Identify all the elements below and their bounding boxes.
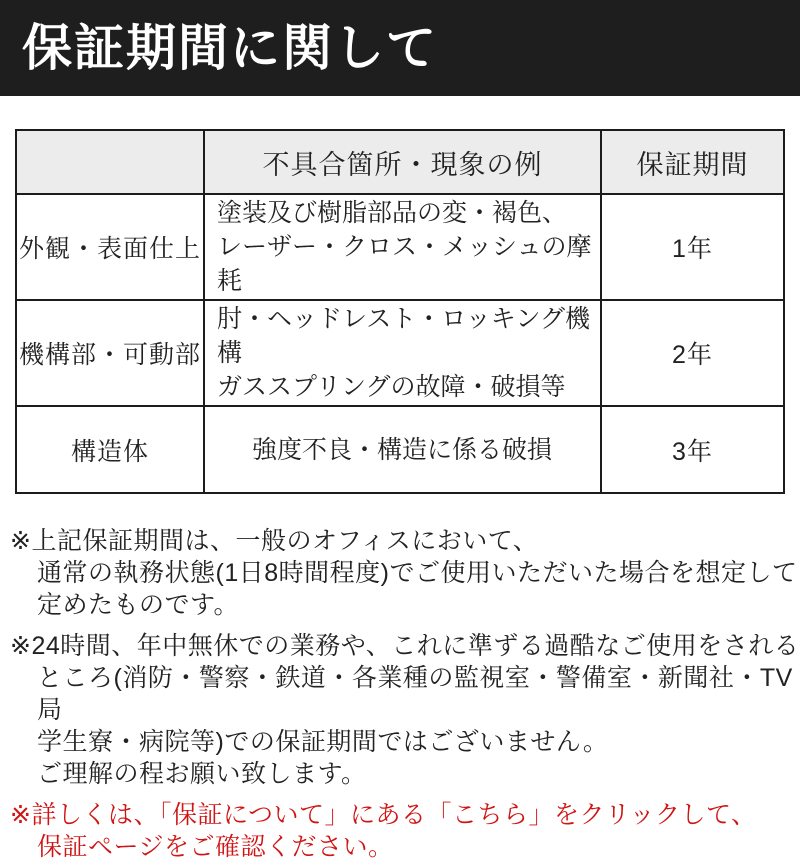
header-cell-examples: 不具合箇所・現象の例 bbox=[204, 130, 601, 194]
example-line: 肘・ヘッドレスト・ロッキング機構 bbox=[217, 305, 591, 367]
note-heavy-use-exclusion bbox=[10, 630, 800, 790]
category-cell: 機構部・可動部 bbox=[16, 300, 204, 406]
table-row bbox=[16, 300, 784, 406]
example-line: ガススプリングの故障・破損等 bbox=[217, 373, 566, 401]
note-marker: ※ bbox=[10, 632, 32, 660]
example-line: レーザー・クロス・メッシュの摩耗 bbox=[217, 233, 592, 295]
note-line: 通常の執務状態(1日8時間程度)でご使用いただいた場合を想定して bbox=[37, 559, 798, 587]
period-cell: 1年 bbox=[601, 194, 784, 300]
category-cell: 外観・表面仕上 bbox=[16, 194, 204, 300]
examples-cell bbox=[204, 194, 601, 300]
note-text: 24時間、年中無休での業務や、これに準ずる過酷なご使用をされる bbox=[31, 632, 800, 660]
page-title: 保証期間に関して bbox=[22, 20, 438, 76]
page-header bbox=[0, 0, 800, 96]
notes-section bbox=[10, 525, 800, 863]
note-text: 詳しくは、「保証について」にある「こちら」をクリックして、 bbox=[31, 801, 757, 829]
table-row bbox=[16, 406, 784, 493]
note-line bbox=[10, 630, 800, 662]
note-text: 上記保証期間は、一般のオフィスにおいて、 bbox=[31, 527, 539, 555]
header-cell-period: 保証期間 bbox=[601, 130, 784, 194]
example-line: 強度不良・構造に係る破損 bbox=[251, 435, 552, 464]
note-line bbox=[10, 525, 800, 557]
period-cell: 2年 bbox=[601, 300, 784, 406]
examples-cell bbox=[204, 300, 601, 406]
category-cell: 構造体 bbox=[16, 406, 204, 493]
examples-cell bbox=[204, 406, 601, 493]
note-line: 保証ページをご確認ください。 bbox=[37, 833, 394, 861]
note-line: ご理解の程お願い致します。 bbox=[37, 760, 367, 788]
note-line: 学生寮・病院等)での保証期間ではございません。 bbox=[37, 728, 609, 756]
header-cell-blank bbox=[16, 130, 204, 194]
example-line: 塗装及び樹脂部品の変・褐色、 bbox=[217, 199, 568, 227]
table-header-row bbox=[16, 130, 784, 194]
note-line: ところ(消防・警察・鉄道・各業種の監視室・警備室・新聞社・TV局 bbox=[37, 664, 793, 724]
warranty-table bbox=[15, 129, 785, 494]
note-marker: ※ bbox=[10, 801, 32, 829]
content bbox=[0, 129, 800, 863]
note-line bbox=[10, 799, 800, 831]
period-cell: 3年 bbox=[601, 406, 784, 493]
note-warranty-page-link bbox=[10, 799, 800, 863]
table-row bbox=[16, 194, 784, 300]
note-line: 定めたものです。 bbox=[37, 591, 240, 619]
note-marker: ※ bbox=[10, 527, 32, 555]
note-usage-assumption bbox=[10, 525, 800, 621]
